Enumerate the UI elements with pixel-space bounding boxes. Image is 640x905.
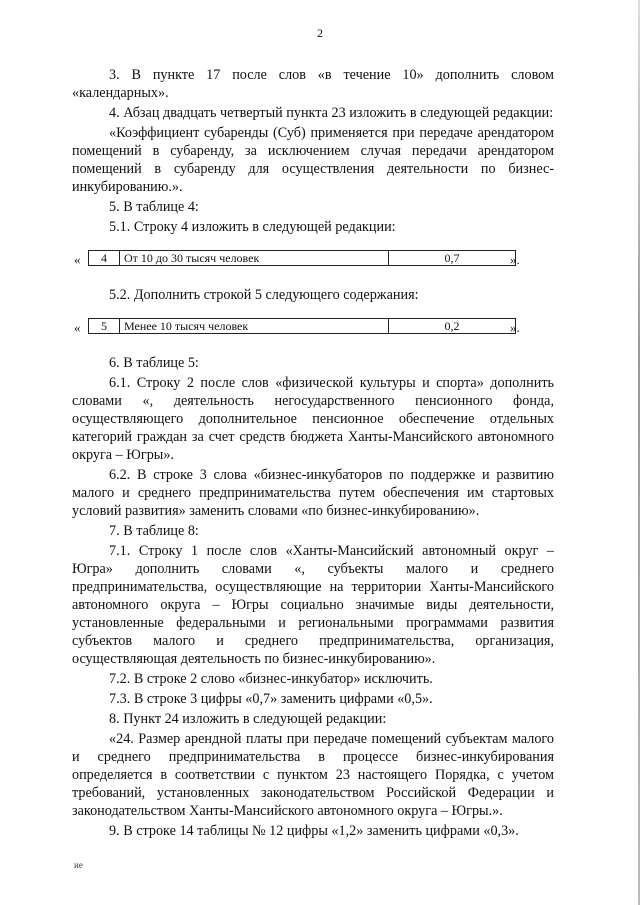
open-quote: « (74, 320, 81, 335)
row-value-cell: 0,7 (389, 251, 516, 266)
row-text-cell: От 10 до 30 тысяч человек (120, 251, 389, 266)
paragraph-5-1: 5.1. Строку 4 изложить в следующей редакции: (109, 219, 396, 235)
paragraph-6: 6. В таблице 5: (109, 355, 199, 371)
table-row-4 (88, 250, 516, 266)
paragraph-4: 4. Абзац двадцать четвертый пункта 23 изложить в следующей редакции: (109, 105, 554, 121)
footer-mark: ие (74, 860, 83, 870)
open-quote: « (74, 252, 81, 267)
paragraph-4-quote: «Коэффициент субаренды (Суб) применяется при передаче арендатором помещений в субаренду, за исключением случая передачи арендатором помещений в субаренду для осуществления деятельности по бизнес-инкубированию.». (72, 125, 554, 195)
paragraph-7-2: 7.2. В строке 2 слово «бизнес-инкубатор» исключить. (109, 671, 433, 687)
row-number-cell: 4 (89, 251, 120, 266)
document-body (72, 66, 554, 842)
table-row-4-block (72, 250, 554, 270)
paragraph-7-1: 7.1. Строку 1 после слов «Ханты-Мансийский автономный округ – Югра» дополнить словами «, субъекты малого и среднего предпринимательства, осуществляющие на территории Ханты-Мансийского автономного округа – Югры социально значимые виды деятельности, установленные федеральными и региональными программами развития субъектов малого и среднего предпринимательства, организация, осуществляющая деятельность по бизнес-инкубированию». (72, 543, 554, 667)
table-row-5-block (72, 318, 554, 338)
paragraph-6-1: 6.1. Строку 2 после слов «физической культуры и спорта» дополнить словами «, деятельность негосударственного пенсионного фонда, осуществляющего дополнительное пенсионное обеспечение отдельных категорий граждан за счет средств бюджета Ханты-Мансийского автономного округа – Югры». (72, 375, 554, 463)
paragraph-9: 9. В строке 14 таблицы № 12 цифры «1,2» заменить цифрами «0,3». (109, 823, 519, 839)
paragraph-8: 8. Пункт 24 изложить в следующей редакции: (109, 711, 387, 727)
row-number-cell: 5 (89, 319, 120, 334)
table-row-5 (88, 318, 516, 334)
close-quote: ». (510, 320, 520, 335)
paragraph-7: 7. В таблице 8: (109, 523, 199, 539)
paragraph-3: 3. В пункте 17 после слов «в течение 10» дополнить словом «календарных». (72, 67, 554, 101)
paragraph-5: 5. В таблице 4: (109, 199, 199, 215)
paragraph-8-quote: «24. Размер арендной платы при передаче помещений субъектам малого и среднего предпринимательства в процессе бизнес-инкубирования определяется в соответствии с пунктом 23 настоящего Порядка, с учетом требований, установленных законодательством Российской Федерации и законодательством Ханты-Мансийского автономного округа – Югры.». (72, 731, 554, 819)
row-text-cell: Менее 10 тысяч человек (120, 319, 389, 334)
paragraph-5-2: 5.2. Дополнить строкой 5 следующего содержания: (109, 287, 419, 303)
paragraph-6-2: 6.2. В строке 3 слова «бизнес-инкубаторов по поддержке и развитию малого и среднего предпринимательства путем обеспечения им стартовых условий развития» заменить словами «по бизнес-инкубированию». (72, 467, 554, 519)
row-value-cell: 0,2 (389, 319, 516, 334)
paragraph-7-3: 7.3. В строке 3 цифры «0,7» заменить цифрами «0,5». (109, 691, 433, 707)
page-number: 2 (317, 26, 323, 40)
close-quote: ». (510, 252, 520, 267)
